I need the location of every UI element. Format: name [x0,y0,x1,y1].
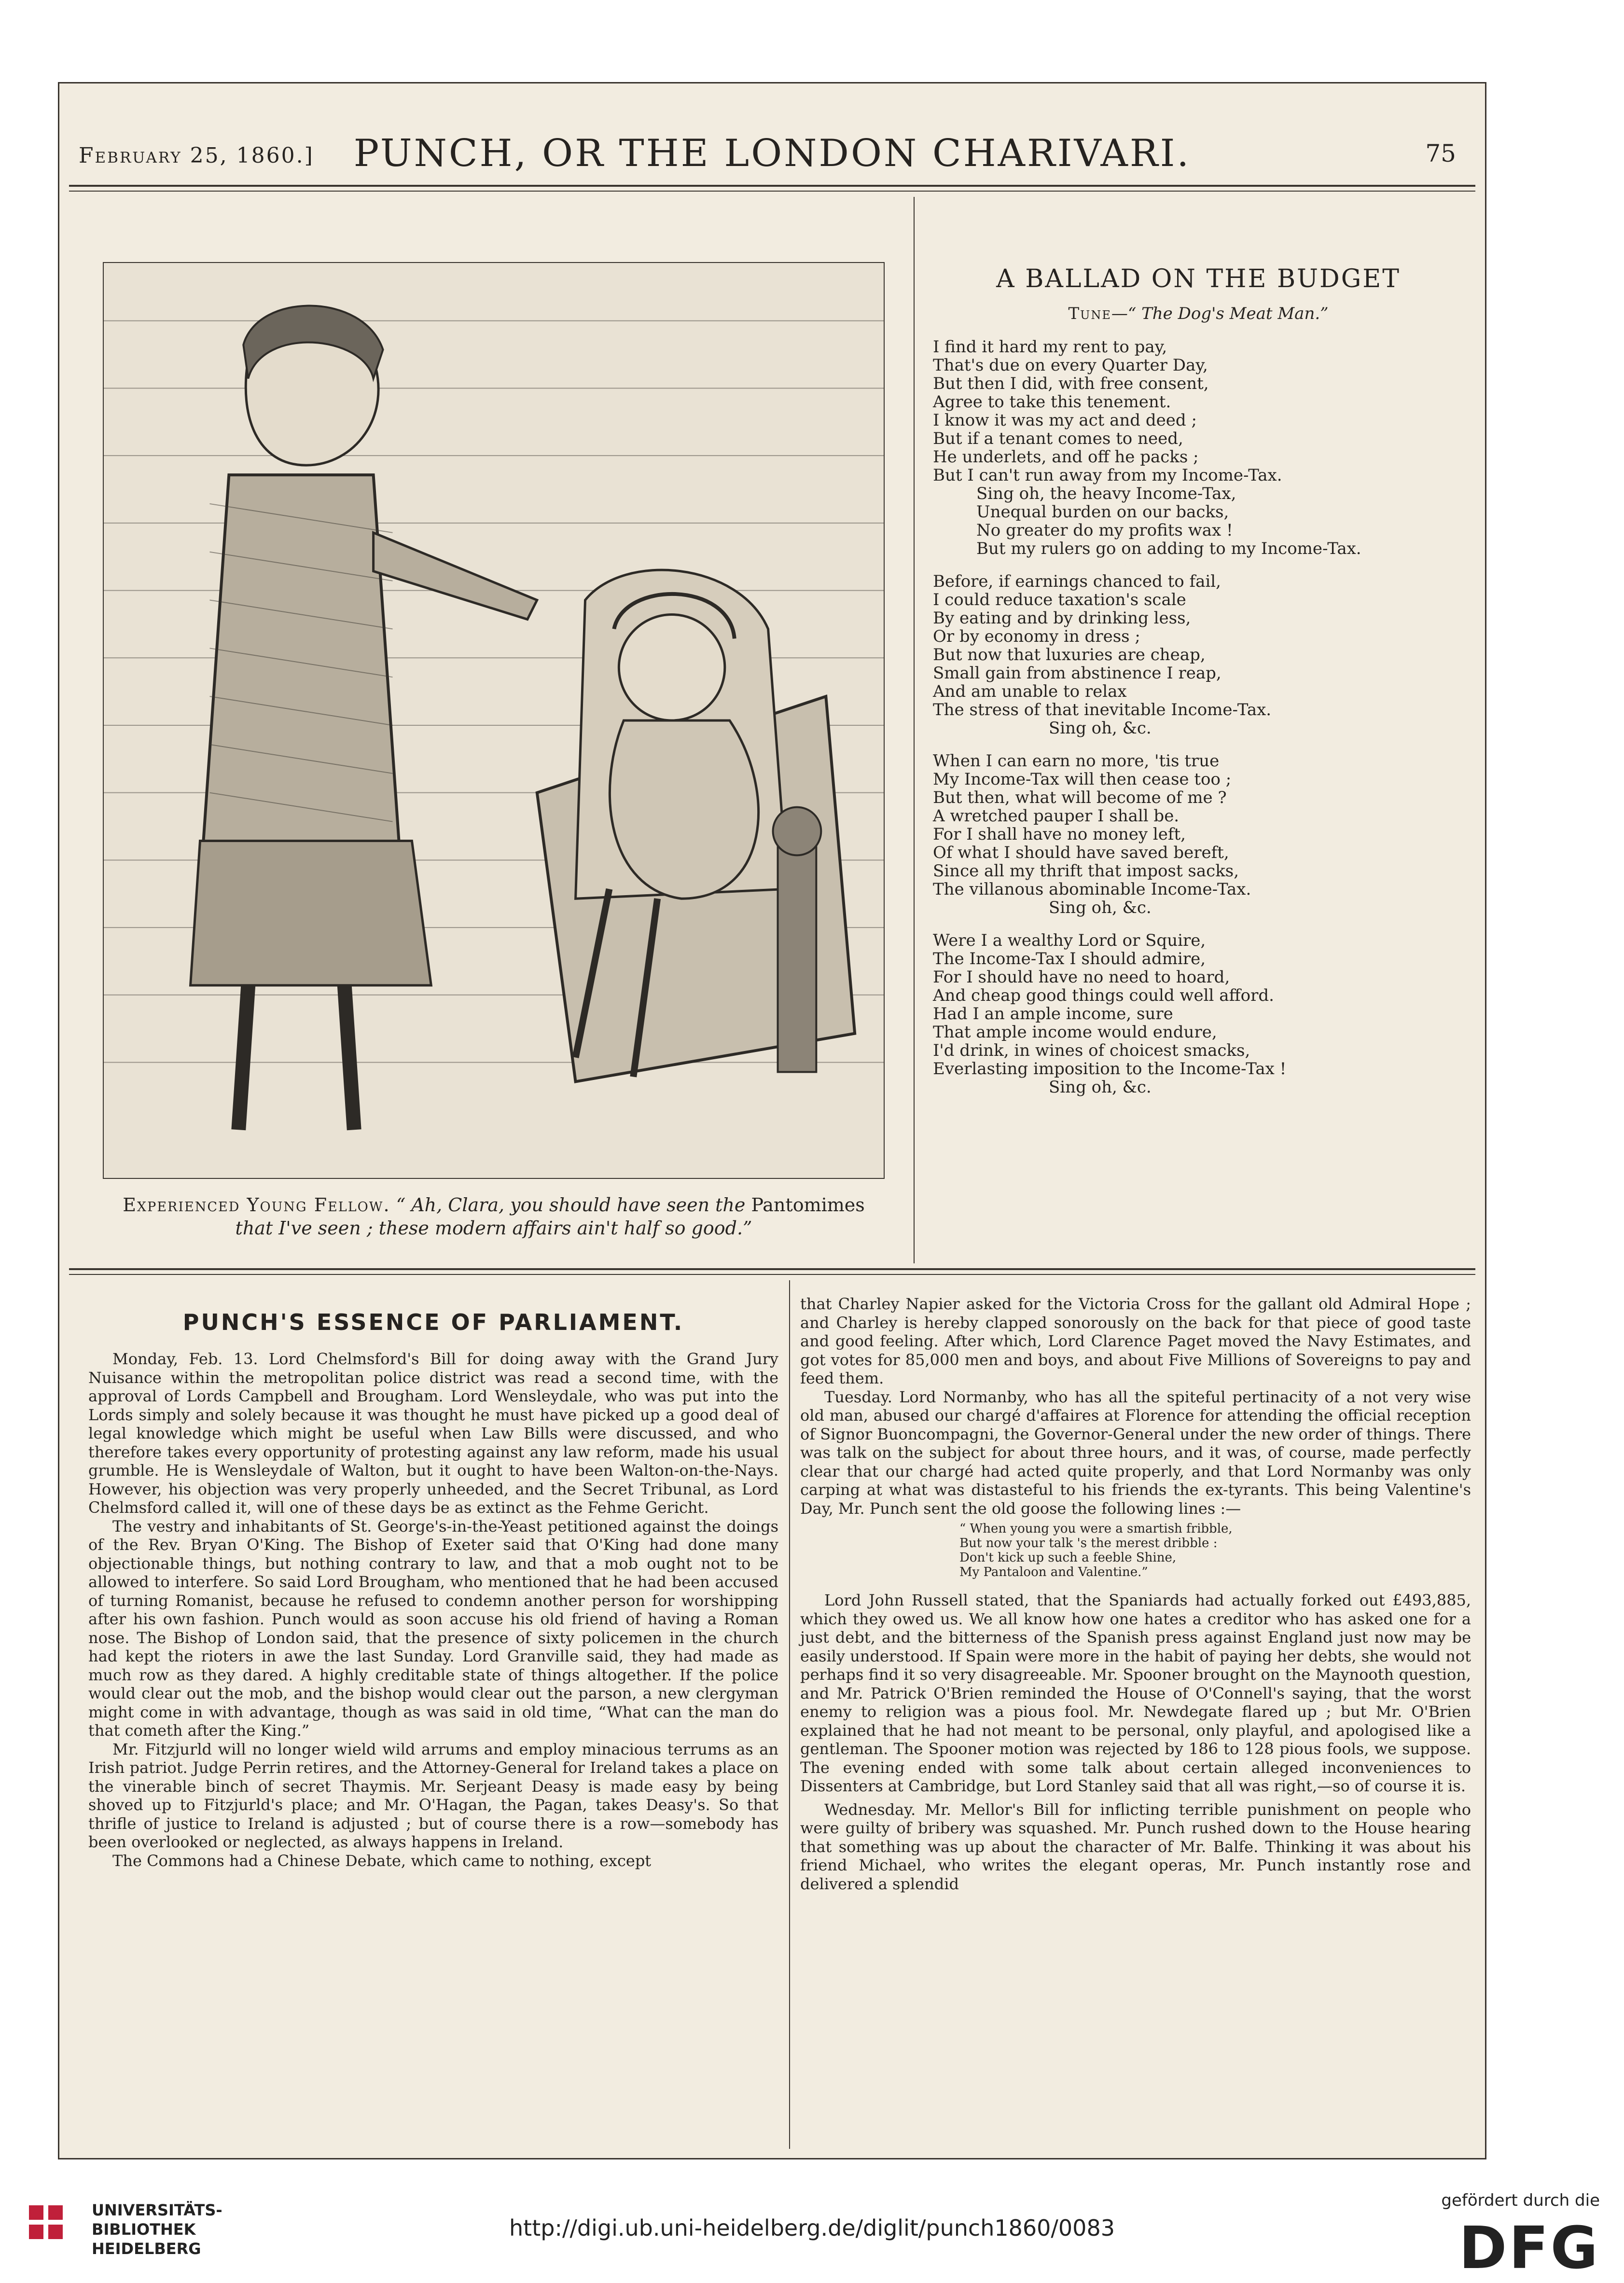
header-rule [69,185,1475,187]
verse-line: When I can earn no more, 'tis true [933,751,1220,771]
verse-line: I could reduce taxation's scale [933,590,1186,609]
caption-speaker: Experienced Young Fellow. [123,1194,390,1216]
verse-line: I know it was my act and deed ; [933,411,1197,430]
stanza-2 [933,572,1464,737]
verse-line: Were I a wealthy Lord or Squire, [933,931,1206,950]
page-number: 75 [1425,139,1456,167]
dfg-logo: DFG [1458,2215,1600,2282]
verse-line: I'd drink, in wines of choicest smacks, [933,1041,1250,1060]
article-paragraph: Mr. Fitzjurld will no longer wield wild arrums and employ minacious terrums as an Irish patriot. Judge Perrin retires, and the Attorney-General for Ireland takes a place on the vinerable binch of secret Thaymis. Mr. Serjeant Deasy is made easy by being shoved up to Fitzjurld's place; and Mr. O'Hagan, the Pagan, takes Deasy's. So that thrifle of justice to Ireland is adjusted ; but of course there is a row—somebody has been overlooked or neglected, as always happens in Ireland. [88,1740,778,1851]
refrain-line: Sing oh, &c. [1049,1078,1152,1097]
verse-line: I find it hard my rent to pay, [933,337,1167,357]
article-paragraph: Monday, Feb. 13. Lord Chelmsford's Bill for doing away with the Grand Jury Nuisance within the metropolitan police district was read a second time, with the approval of Lords Campbell and Brougham. Lord Wensleydale, who was put into the Lords simply and solely because it was thought he must have picked up a good deal of legal knowledge which might be useful when Law Bills were discussed, and who therefore takes every opportunity of protesting against any law reform, made his usual grumble. He is Wensleydale of Walton, but it ought to have been Walton-on-the-Nays. However, his objection was very properly unheeded, and the Secret Tribunal, as Lord Chelmsford called it, will one of these days be as extinct as the Fehme Gericht. [88,1350,778,1517]
masthead-title: PUNCH, OR THE LONDON CHARIVARI. [353,132,1191,175]
article-paragraph: The Commons had a Chinese Debate, which came to nothing, except [112,1851,652,1870]
verse-line: That ample income would endure, [933,1023,1217,1042]
verse-line: But if a tenant comes to need, [933,429,1183,448]
digitization-footer [0,2172,1624,2283]
verse-line: But then I did, with free consent, [933,374,1209,393]
column-divider-top [914,197,915,1263]
header-date: February 25, 1860.] [79,143,314,168]
university-line: UNIVERSITÄTS- [92,2201,222,2219]
verse-line: Or by economy in dress ; [933,627,1140,646]
article-paragraph: that Charley Napier asked for the Victoria Cross for the gallant old Admiral Hope ; and Charley is hereby clapped sonorously on the back for that piece of good taste and good feeling. After which, Lord Clarence Paget moved the Navy Estimates, and got votes for 85,000 men and boys, and about Five Millions of Sovereigns to pay and feed them. [800,1295,1471,1387]
university-line: HEIDELBERG [92,2240,201,2258]
verse-line: Before, if earnings chanced to fail, [933,572,1221,591]
valentine-verse [959,1522,1471,1579]
article-paragraph: The vestry and inhabitants of St. George's-in-the-Yeast petitioned against the doings of the Rev. Bryan O'King. The Bishop of Exeter said that O'King had done many objectionable things, but nothing contrary to law, and that a mob ought not to be allowed to interfere. So said Lord Brougham, who mentioned that he had been accused of turning Romanist, because he refused to condemn another person for worshipping after his own fashion. Punch would as soon accuse his old friend of having a Roman nose. The Bishop of London said, that the presence of sixty policemen in the church had kept the rioters in awe the last Sunday. Lord Granville said, they had made as much row as they dared. A highly creditable state of things altogether. If the police would clear out the mob, and the bishop would clear out the parson, a new clergyman might come in with advantage, though as was said in old time, “What can the man do that cometh after the King.” [88,1517,778,1740]
stanza-1 [933,338,1464,558]
verse-line: For I shall have no money left, [933,825,1186,844]
verse-line: By eating and by drinking less, [933,609,1191,628]
caption-line-2 [88,1217,899,1240]
refrain-line: Sing oh, the heavy Income-Tax, [976,484,1236,503]
verse-line: He underlets, and off he packs ; [933,447,1199,467]
article-paragraph: Tuesday. Lord Normanby, who has all the spiteful pertinacity of a not very wise old man, abused our chargé d'affaires at Florence for attending the official reception of Signor Buoncompagni, the Governor-General under the new order of things. There was talk on the subject for about three hours, and it was, of course, made perfectly clear that our chargé had acted quite properly, and that Lord Normanby was only carping at what was distasteful to his friends the ex-tyrants. This being Valentine's Day, Mr. Punch sent the old goose the following lines :— [800,1387,1471,1518]
verse-line: But now that luxuries are cheap, [933,645,1206,664]
verse-line: Had I an ample income, sure [933,1004,1173,1024]
verse-line: Of what I should have saved bereft, [933,843,1229,862]
refrain-line: Sing oh, &c. [1049,898,1152,917]
verse-line: That's due on every Quarter Day, [933,356,1208,375]
caption-line-1 [88,1193,899,1217]
essence-of-parliament-column [88,1309,778,1870]
section-rule [69,1268,1475,1270]
stanza-4 [933,931,1464,1096]
verse-line: For I should have no need to hoard, [933,968,1230,987]
caption-pantomimes: Pantomimes [751,1194,865,1216]
section-rule-thin [69,1274,1475,1275]
valentine-line: Don't kick up such a feeble Shine, [959,1550,1177,1565]
stanza-3 [933,752,1464,917]
caption-quote-start: “ Ah, Clara, you should have seen the [396,1194,751,1216]
tune-name: —“ The Dog's Meat Man.” [1111,304,1329,323]
verse-line: The stress of that inevitable Income-Tax. [933,700,1272,719]
verse-line: But I can't run away from my Income-Tax. [933,466,1282,485]
verse-line: Small gain from abstinence I reap, [933,664,1221,683]
verse-line: Everlasting imposition to the Income-Tax ! [933,1059,1287,1079]
verse-line: The villanous abominable Income-Tax. [933,880,1251,899]
source-url-link[interactable]: http://digi.ub.uni-heidelberg.de/diglit/punch1860/0083 [509,2215,1115,2241]
engraving-illustration [103,262,885,1179]
refrain-line: No greater do my profits wax ! [976,521,1233,540]
newspaper-page [58,82,1486,2159]
verse-line: My Income-Tax will then cease too ; [933,770,1232,789]
university-line: BIBLIOTHEK [92,2220,196,2239]
article-paragraph: Wednesday. Mr. Mellor's Bill for inflicting terrible punishment on people who were guilty of bribery was squashed. Mr. Punch rushed down to the House hearing that something was up about the character of Mr. Balfe. Thinking it was about his friend Michael, who writes the elegant operas, Mr. Punch instantly rose and delivered a splendid [800,1800,1471,1893]
verse-line: And am unable to relax [933,682,1127,701]
illustration-caption [88,1193,899,1240]
refrain-line: But my rulers go on adding to my Income-Tax. [976,539,1361,558]
valentine-line: But now your talk 's the merest dribble : [959,1536,1218,1550]
verse-line: Agree to take this tenement. [933,392,1171,412]
ballad-tune [933,304,1464,323]
page-header [59,112,1485,185]
refrain-line: Unequal burden on our backs, [976,502,1229,522]
article-paragraph: Lord John Russell stated, that the Spaniards had actually forked out £493,885, which they owed us. We all know how one hates a creditor who has asked one for a just debt, and the bitterness of the Spanish press against England just now may be easily understood. If Spain were more in the habit of paying her debts, she would not perhaps find it so very disagreeable. Mr. Spooner brought on the Maynooth question, and Mr. Patrick O'Brien reminded the House of O'Connell's saying, that the worst enemy to religion was a pious fool. Mr. Newdegate flared up ; but Mr. O'Brien explained that he had not meant to be personal, only playful, and apologised like a gentleman. The Spooner motion was rejected by 186 to 128 pious fools, we suppose. The evening ended with some talk about certain alleged inconveniences to Dissenters at Cambridge, but Lord Stanley said that all was right,—so of course it is. [800,1591,1471,1795]
valentine-line: “ When young you were a smartish fribble, [959,1522,1233,1536]
ballad-poem [933,264,1464,1096]
engraving-drawing [104,263,884,1178]
caption-quote-end: that I've seen ; these modern affairs ain't half so good.” [235,1218,752,1239]
essence-heading: PUNCH'S ESSENCE OF PARLIAMENT. [182,1309,684,1335]
funded-by-label: gefördert durch die [1441,2191,1600,2210]
refrain-line: Sing oh, &c. [1049,719,1152,738]
verse-line: Since all my thrift that impost sacks, [933,861,1239,881]
ballad-title: A BALLAD ON THE BUDGET [996,264,1401,293]
verse-line: And cheap good things could well afford. [933,986,1274,1005]
verse-line: The Income-Tax I should admire, [933,949,1206,969]
valentine-line: My Pantaloon and Valentine.” [959,1565,1148,1579]
header-rule-thin [69,191,1475,192]
verse-line: But then, what will become of me ? [933,788,1227,807]
column-divider-bottom [789,1280,790,2149]
tune-label: Tune [1068,304,1111,323]
parliament-continued-column [800,1295,1471,1893]
verse-line: A wretched pauper I shall be. [933,806,1180,826]
